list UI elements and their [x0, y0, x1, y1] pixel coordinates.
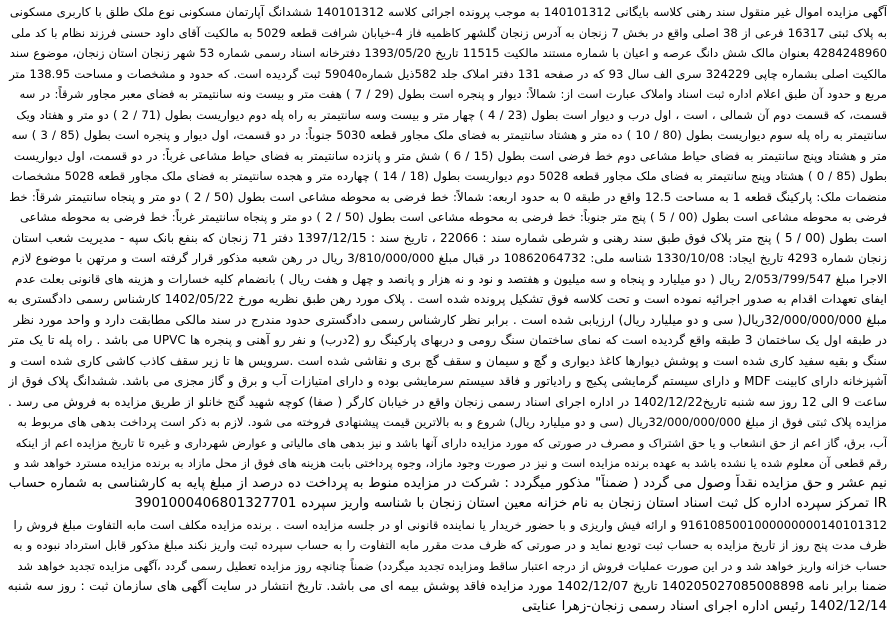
- notice-line: ساعت 9 الی 12 روز سه شنبه تاریخ1402/12/22 در اداره اجرای اسناد رسمی زنجان واقع در خیابان کارگر ( صفا) کوچه شهید گنج خانلو از طریق مزایده به فروش می رسد .: [8, 392, 887, 413]
- notice-line: ایفای تعهدات اقدام به صدور اجرائیه نموده است و تحت کلاسه فوق تشکیل پرونده شده است . پلاک مورد رهن طبق نظریه مورخ 1402/05/22 کارشناس رسمی دادگستری به: [8, 289, 887, 310]
- notice-line: مالکیت اصلی بشماره چاپی 324229 سری الف سال 93 که در صفحه 131 دفتر املاک جلد 582ذیل شماره59040 ثبت گردیده است. که حدود و مشخصات و مساحت 138.95 متر: [8, 64, 887, 85]
- notice-line: رقم قطعی آن معلوم شده یا نشده باشد به عهده برنده مزایده است و نیز در صورت وجود مازاد، وجوه پرداختی بابت هزینه های فوق از محل مازاد به برنده مزایده مسترد خواهد شد و: [8, 453, 887, 474]
- notice-line: ظرف مدت پنج روز از تاریخ مزایده به حساب ثبت تودیع نماید و در صورتی که ظرف مدت مقرر مابه التفاوت را به حساب سپرده ثبت واریز نکند مبلغ مذکور قابل استرداد نبوده و به: [8, 535, 887, 556]
- notice-line: آشپزخانه دارای کابینت MDF و دارای سیستم گرمایشی پکیج و رادیاتور و فاقد سیستم سرمایشی بوده و دارای امتیازات آب و برق و گاز مجزی می باشد. ششدانگ پلاک فوق از: [8, 371, 887, 392]
- notice-line: 4284248960 بعنوان مالک شش دانگ عرصه و اعیان با شماره مستند مالکیت 11515 تاریخ 1393/05/20 دفترخانه اسناد رسمی شماره 53 شهر زنجان استان زنجان، موضوع سند: [8, 43, 887, 64]
- notice-line: سنگ و بقیه سفید کاری شده است و پوشش دیوارها کاغذ دیواری و گچ و سیمان و سقف گچ بری و نقاشی شده است .سرویس ها تا زیر سقف کاذب کاشی کاری شده است و: [8, 351, 887, 372]
- notice-line: سانتیمتر به راه پله سوم دیواریست بطول (80 / 10 ) ده متر و هشتاد سانتیمتر به فضای ملک مجاور قطعه 5030 جنوباً: در دو قسمت، اول دیوار و پنجره است بطول (85 / 3 ) سه: [8, 125, 887, 146]
- notice-line: آب، برق، گاز اعم از حق انشعاب و یا حق اشتراک و مصرف در صورتی که مورد مزایده دارای آنها باشد و نیز بدهی های مالیاتی و عوارض شهرداری و غیره تا تاریخ مزایده اعم از اینکه: [8, 433, 887, 454]
- notice-line: مزایده پلاک ثبتی فوق از مبلغ 32/000/000/000ریال (سی و دو میلیارد ریال) شروع و به بالاترین قیمت پیشنهادی فروخته می شود. لازم به ذکر است پرداخت بدهی های مربوط به: [8, 412, 887, 433]
- notice-line: در طبقه اول یک ساختمان 3 طبقه واقع گردیده است که نمای ساختمان سنگ رومی و دربهای پارکینگ رو (2درب) و نفر رو آهنی و پنجره ها UPVC می باشد . راه پله تا یک متر: [8, 330, 887, 351]
- notice-line: منضمات ملک: پارکینگ قطعه 1 به مساحت 12.5 واقع در طبقه 0 به حدود اربعه: شمالاً: خط فرضی به محوطه مشاعی است بطول (50 / 2 ) دو متر و پنجاه سانتیمتر شرقاً: خط: [8, 187, 887, 208]
- notice-line: حساب خزانه واریز خواهد شد و در این صورت عملیات فروش از درجه اعتبار ساقط ومزایده تجدید میگردد) ضمناً چنانچه روز مزایده تعطیل رسمی گردد ،آگهی مزایده تجدید خواهد شد: [8, 556, 887, 577]
- notice-line: فرضی به محوطه مشاعی است بطول (00 / 5 ) پنج متر جنوباً: خط فرضی به محوطه مشاعی است بطول (50 / 2 ) دو متر و پنجاه سانتیمتر غرباً: خط فرضی به محوطه مشاعی: [8, 207, 887, 228]
- notice-line: 9161085001000000000140101312 و ارائه فیش واریزی و با حضور خریدار یا نماینده قانونی او در جلسه مزایده است . برنده مزایده مکلف است مابه التفاوت مبلغ فروش را: [8, 515, 887, 536]
- notice-line: ضمنا برابر نامه 140205027085008898 تاریخ 1402/12/07 مورد مزایده فاقد پوشش بیمه ای می باشد. تاریخ انتشار در سایت آگهی های سازمان ثبت : روز سه شنبه: [8, 576, 887, 597]
- notice-line: 1402/12/14 رئیس اداره اجرای اسناد رسمی زنجان-زهرا عنایتی: [8, 597, 887, 617]
- notice-line: IR تمرکز سپرده اداره کل ثبت اسناد استان زنجان به نام خزانه معین استان زنجان با شناسه واریز سپرده 3901000406801327701: [8, 494, 887, 515]
- notice-line: بطول (85 / 0 ) هشتاد وپنج سانتیمتر به فضای ملک مجاور قطعه 5028 دوم دیواریست بطول (18 / 14 ) چهارده متر و هجده سانتیمتر به فضای ملک مجاور قطعه 5028 مشخصات: [8, 166, 887, 187]
- notice-line: قسمت، که قسمت دوم آن شمالی ، است ، اول درب و دیوار است بطول (23 / 4 ) چهار متر و بیست وسه سانتیمتر به راه پله دوم دیواریست بطول (71 / 2 ) دو متر و هفتاد ویک: [8, 105, 887, 126]
- notice-line: نیم عشر و حق مزایده نقداً وصول می گردد ( ضمناً" مذکور میگردد : شرکت در مزایده منوط به پرداخت ده درصد از مبلغ پایه به کارشناسی به شماره حساب: [8, 474, 887, 495]
- notice-line: زنجان شماره 4293 تاریخ ایجاد: 1330/10/08 شناسه ملی: 10862064732 در قبال مبلغ 3/810/000/000 ریال در رهن شعبه مذکور قرار گرفته است و مرتهن با موضوع لازم: [8, 248, 887, 269]
- notice-line: به پلاک ثبتی 16317 فرعی از 38 اصلی واقع در بخش 7 زنجان به آدرس زنجان گلشهر کاظمیه فاز 4-خیابان شرافت قطعه 5029 به مالکیت آقای داود حسنی فرزند نظام با کد ملی: [8, 23, 887, 44]
- notice-line: مربع و حدود آن طبق اعلام اداره ثبت اسناد واملاک عبارت است از: شمالاً: دیوار و پنجره است بطول (29 / 7 ) هفت متر و بیست ونه سانتیمتر به فضای معبر مجاور شرقاً: در سه: [8, 84, 887, 105]
- notice-line: آگهی مزایده اموال غیر منقول سند رهنی کلاسه بایگانی 140101312 به موجب پرونده اجرائی کلاسه 140101312 ششدانگ آپارتمان مسکونی نوع ملک طلق با کاربری مسکونی: [8, 2, 887, 23]
- notice-line: الاجرا مبلغ 2/053/799/547 ریال ( دو میلیارد و پنجاه و سه میلیون و هفتصد و نود و نه هزار و پانصد و چهل و هفت ریال ) بانضمام کلیه خسارات و هزینه های قانونی بعلت عدم: [8, 269, 887, 290]
- notice-line: است بطول (00 / 5 ) پنج متر پلاک فوق طبق سند رهنی و شرطی شماره سند : 22066 ، تاریخ سند : 1397/12/15 دفتر 71 زنجان که بنفع بانک سپه - مدیریت شعب استان: [8, 228, 887, 249]
- notice-line: مبلغ 32/000/000/000ریال( سی و دو میلیارد ریال) ارزیابی شده است . برابر نظر کارشناس رسمی دادگستری حدود مندرج در سند مالکی مطابقت دارد و واحد مورد نظر: [8, 310, 887, 331]
- notice-line: متر و هشتاد وپنج سانتیمتر به فضای حیاط مشاعی دوم خط فرضی است بطول (15 / 6 ) شش متر و پانزده سانتیمتر به فضای حیاط مشاعی غرباً: در دو قسمت، اول دیواریست: [8, 146, 887, 167]
